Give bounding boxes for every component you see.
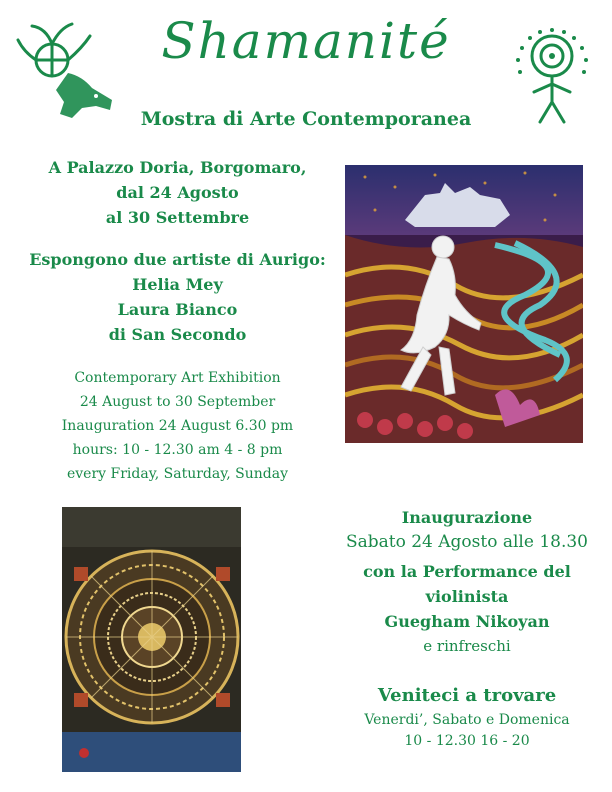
performer-name: Guegham Nikoyan xyxy=(384,612,550,631)
artist-1: Helia Mey xyxy=(132,275,223,294)
performance-line-1: con la Performance del xyxy=(363,562,571,581)
opening-date: Sabato 24 Agosto alle 18.30 xyxy=(345,532,589,552)
performance-line-2: violinista xyxy=(425,587,509,606)
artist-2-suffix: di San Secondo xyxy=(108,325,247,344)
visit-block xyxy=(322,683,612,751)
english-block xyxy=(20,366,335,486)
english-line-4: hours: 10 - 12.30 am 4 - 8 pm xyxy=(72,442,283,458)
visit-heading: Veniteci a trovare xyxy=(377,685,557,706)
painting-dancer xyxy=(345,165,583,443)
opening-block xyxy=(322,505,612,659)
opening-heading: Inaugurazione xyxy=(401,508,533,527)
artist-2: Laura Bianco xyxy=(117,300,238,319)
venue-line-3: al 30 Settembre xyxy=(105,208,250,227)
venue-line-2: dal 24 Agosto xyxy=(116,183,239,202)
painting-mandala xyxy=(62,507,241,772)
english-line-1: Contemporary Art Exhibition xyxy=(74,370,281,386)
english-line-2: 24 August to 30 September xyxy=(79,394,276,410)
venue-block xyxy=(20,155,335,230)
artists-intro: Espongono due artiste di Aurigo: xyxy=(29,250,326,269)
visit-days: Venerdi’, Sabato e Domenica xyxy=(364,712,570,728)
exhibition-subtitle: Mostra di Arte Contemporanea xyxy=(140,108,472,130)
venue-line-1: A Palazzo Doria, Borgomaro, xyxy=(48,158,307,177)
exhibition-title: Shamanité xyxy=(161,12,451,70)
visit-hours: 10 - 12.30 16 - 20 xyxy=(404,733,530,749)
artists-block xyxy=(20,247,335,347)
english-line-3: Inauguration 24 August 6.30 pm xyxy=(61,418,294,434)
refreshments: e rinfreschi xyxy=(423,637,511,655)
english-line-5: every Friday, Saturday, Sunday xyxy=(66,466,289,482)
